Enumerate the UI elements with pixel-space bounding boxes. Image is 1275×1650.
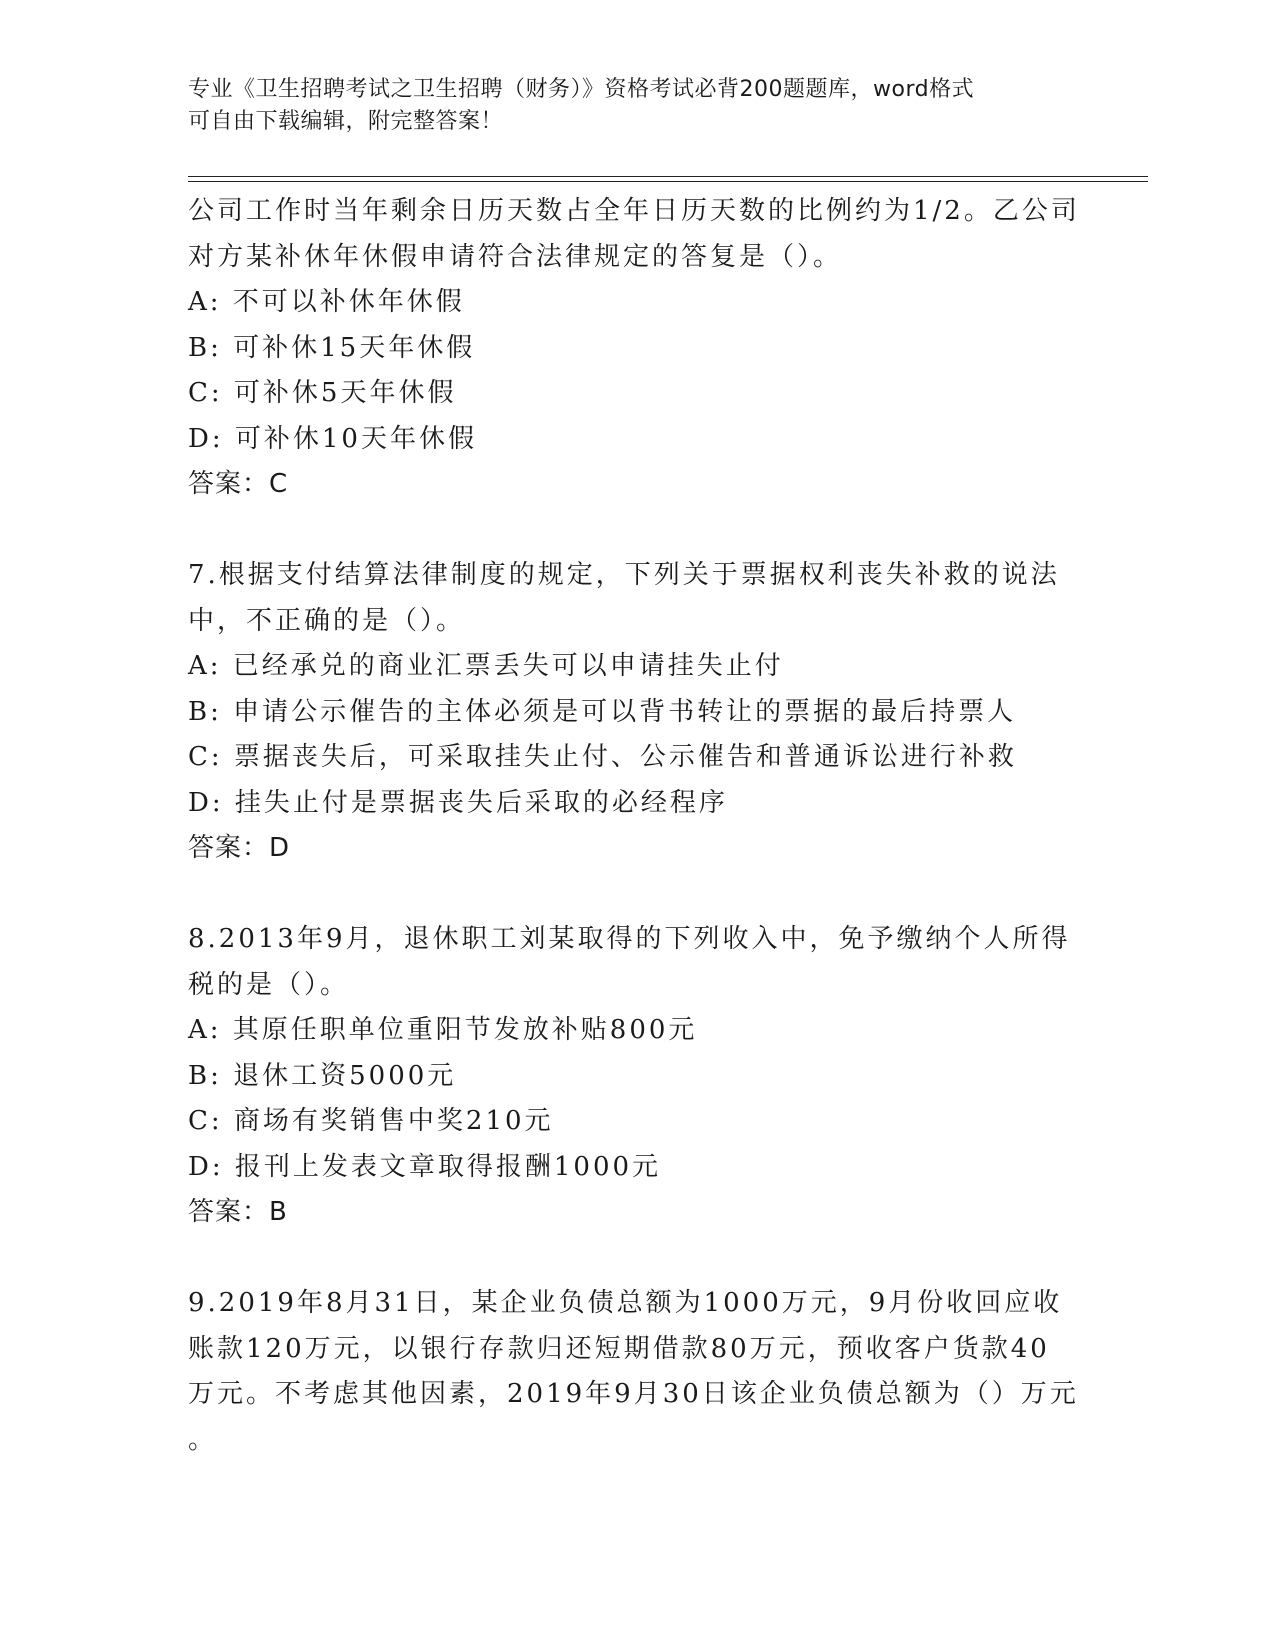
answer: 答案：B [188, 1197, 288, 1227]
question-text-line: 8.2013年9月，退休职工刘某取得的下列收入中，免予缴纳个人所得 [188, 924, 1071, 954]
question-text-line: 账款120万元，以银行存款归还短期借款80万元，预收客户货款40 [188, 1333, 1050, 1364]
option-a: A: 已经承兑的商业汇票丢失可以申请挂失止付 [188, 651, 784, 681]
answer: 答案：C [188, 469, 289, 499]
answer: 答案：D [188, 833, 291, 863]
question-text-line: 公司工作时当年剩余日历天数占全年日历天数的比例约为1/2。乙公司 [188, 196, 1080, 226]
question-text-line: 中，不正确的是（）。 [188, 605, 466, 636]
header-rule-bottom [188, 181, 1148, 182]
question-text-line: 7.根据支付结算法律制度的规定，下列关于票据权利丧失补救的说法 [188, 560, 1060, 590]
header-rule-top [188, 176, 1148, 177]
question-8 [188, 917, 1088, 1236]
document-body [188, 189, 1088, 1463]
header-line-2: 可自由下载编辑，附完整答案！ [188, 109, 504, 134]
question-6 [188, 189, 1088, 508]
question-text-line: 9.2019年8月31日，某企业负债总额为1000万元，9月份收回应收 [188, 1288, 1063, 1318]
page-header [188, 74, 1088, 138]
option-d: D: 可补休10天年休假 [188, 423, 477, 454]
option-b: B: 退休工资5000元 [188, 1060, 457, 1091]
option-a: A: 不可以补休年休假 [188, 287, 465, 317]
question-text-line: 。 [188, 1424, 218, 1455]
option-b: B: 可补休15天年休假 [188, 332, 476, 363]
option-d: D: 报刊上发表文章取得报酬1000元 [188, 1151, 662, 1182]
option-c: C: 商场有奖销售中奖210元 [188, 1106, 554, 1136]
question-7 [188, 553, 1088, 872]
option-d: D: 挂失止付是票据丧失后采取的必经程序 [188, 787, 728, 818]
option-b: B: 申请公示催告的主体必须是可以背书转让的票据的最后持票人 [188, 696, 1017, 727]
question-text-line: 税的是（）。 [188, 969, 350, 1000]
header-line-1: 专业《卫生招聘考试之卫生招聘（财务）》资格考试必背200题题库，word格式 [188, 77, 975, 102]
option-a: A: 其原任职单位重阳节发放补贴800元 [188, 1015, 698, 1045]
option-c: C: 可补休5天年休假 [188, 378, 457, 408]
question-text-line: 万元。不考虑其他因素，2019年9月30日该企业负债总额为（）万元 [188, 1379, 1079, 1409]
option-c: C: 票据丧失后，可采取挂失止付、公示催告和普通诉讼进行补救 [188, 742, 1017, 772]
question-9 [188, 1281, 1088, 1463]
question-text-line: 对方某补休年休假申请符合法律规定的答复是（）。 [188, 241, 843, 272]
